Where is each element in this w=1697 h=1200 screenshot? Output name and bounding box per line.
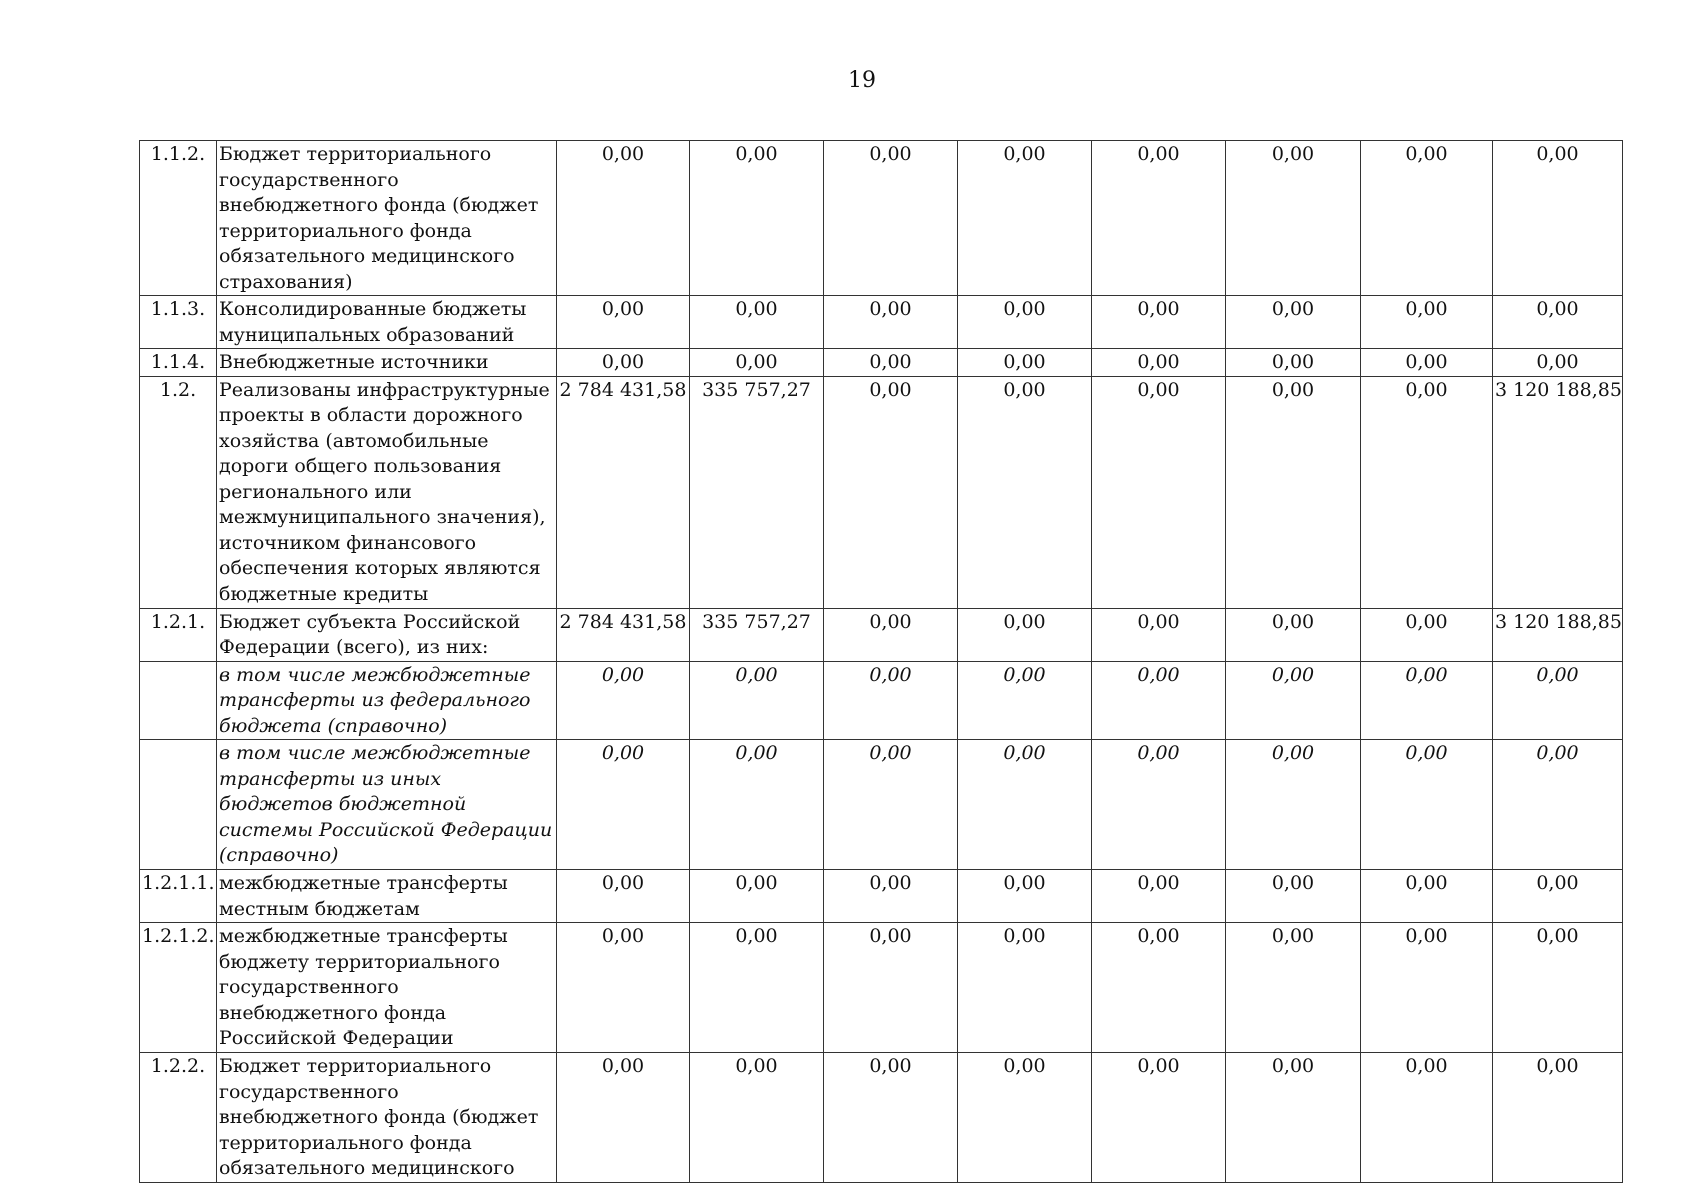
value-cell: 0,00 — [1226, 870, 1361, 923]
value-cell: 0,00 — [958, 296, 1092, 349]
value-cell: 0,00 — [690, 923, 824, 1053]
value-cell: 0,00 — [824, 923, 958, 1053]
row-number: 1.2.1.1. — [140, 870, 217, 923]
table-row — [140, 1053, 1623, 1183]
row-number: 1.2.1.2. — [140, 923, 217, 1053]
row-description: в том числе межбюджетные трансферты из федерального бюджета (справочно) — [217, 661, 557, 740]
value-cell: 0,00 — [557, 349, 690, 377]
value-cell: 0,00 — [958, 740, 1092, 870]
table-row — [140, 923, 1623, 1053]
value-cell: 0,00 — [1092, 349, 1226, 377]
row-description: межбюджетные трансферты местным бюджетам — [217, 870, 557, 923]
value-cell: 0,00 — [1493, 870, 1623, 923]
value-cell: 0,00 — [690, 661, 824, 740]
value-cell: 0,00 — [1226, 923, 1361, 1053]
value-cell: 0,00 — [1226, 141, 1361, 296]
value-cell: 0,00 — [958, 608, 1092, 661]
value-cell: 0,00 — [958, 870, 1092, 923]
row-description: Бюджет территориального государственного внебюджетного фонда (бюджет территориального фонда обязательного медицинского страхования) — [217, 141, 557, 296]
value-cell: 0,00 — [690, 1053, 824, 1183]
value-cell: 0,00 — [1092, 740, 1226, 870]
value-cell: 0,00 — [958, 349, 1092, 377]
row-description: межбюджетные трансферты бюджету территориального государственного внебюджетного фонда Российской Федерации — [217, 923, 557, 1053]
value-cell: 0,00 — [1361, 608, 1493, 661]
value-cell: 0,00 — [958, 1053, 1092, 1183]
value-cell: 0,00 — [1226, 661, 1361, 740]
value-cell: 0,00 — [1226, 1053, 1361, 1183]
value-cell: 0,00 — [958, 661, 1092, 740]
value-cell: 335 757,27 — [690, 608, 824, 661]
table-row — [140, 376, 1623, 608]
value-cell: 0,00 — [1361, 1053, 1493, 1183]
value-cell: 0,00 — [557, 923, 690, 1053]
value-cell: 0,00 — [690, 296, 824, 349]
value-cell: 0,00 — [1226, 296, 1361, 349]
page-number: 19 — [848, 68, 876, 93]
row-number: 1.1.3. — [140, 296, 217, 349]
value-cell: 0,00 — [1493, 923, 1623, 1053]
value-cell: 0,00 — [557, 870, 690, 923]
value-cell: 0,00 — [824, 376, 958, 608]
value-cell: 0,00 — [824, 740, 958, 870]
value-cell: 0,00 — [1092, 870, 1226, 923]
value-cell: 0,00 — [690, 349, 824, 377]
row-number: 1.1.4. — [140, 349, 217, 377]
value-cell: 0,00 — [824, 296, 958, 349]
value-cell: 0,00 — [824, 608, 958, 661]
value-cell: 0,00 — [1092, 1053, 1226, 1183]
value-cell: 0,00 — [1361, 661, 1493, 740]
value-cell: 0,00 — [1493, 1053, 1623, 1183]
budget-table — [139, 140, 1623, 1183]
table-row — [140, 296, 1623, 349]
value-cell: 3 120 188,85 — [1493, 608, 1623, 661]
value-cell: 0,00 — [1092, 141, 1226, 296]
value-cell: 0,00 — [1092, 661, 1226, 740]
value-cell: 0,00 — [1361, 296, 1493, 349]
value-cell: 0,00 — [1226, 376, 1361, 608]
value-cell: 0,00 — [958, 923, 1092, 1053]
value-cell: 0,00 — [1493, 296, 1623, 349]
value-cell: 0,00 — [1493, 740, 1623, 870]
value-cell: 0,00 — [824, 870, 958, 923]
table-row — [140, 661, 1623, 740]
table-row — [140, 608, 1623, 661]
value-cell: 0,00 — [1092, 376, 1226, 608]
value-cell: 3 120 188,85 — [1493, 376, 1623, 608]
value-cell: 0,00 — [824, 1053, 958, 1183]
table-row — [140, 141, 1623, 296]
value-cell: 0,00 — [1226, 740, 1361, 870]
value-cell: 0,00 — [1226, 608, 1361, 661]
value-cell: 0,00 — [557, 141, 690, 296]
value-cell: 2 784 431,58 — [557, 608, 690, 661]
table-row — [140, 740, 1623, 870]
value-cell: 0,00 — [1361, 923, 1493, 1053]
row-number: 1.1.2. — [140, 141, 217, 296]
row-number: 1.2.2. — [140, 1053, 217, 1183]
value-cell: 0,00 — [690, 141, 824, 296]
row-description: Консолидированные бюджеты муниципальных образований — [217, 296, 557, 349]
value-cell: 0,00 — [557, 296, 690, 349]
value-cell: 0,00 — [824, 661, 958, 740]
value-cell: 0,00 — [1361, 141, 1493, 296]
row-description: Внебюджетные источники — [217, 349, 557, 377]
value-cell: 0,00 — [958, 376, 1092, 608]
value-cell: 0,00 — [1361, 740, 1493, 870]
value-cell: 0,00 — [557, 740, 690, 870]
value-cell: 0,00 — [824, 349, 958, 377]
row-number: 1.2. — [140, 376, 217, 608]
table-row — [140, 870, 1623, 923]
value-cell: 335 757,27 — [690, 376, 824, 608]
value-cell: 0,00 — [1493, 141, 1623, 296]
value-cell: 0,00 — [1092, 923, 1226, 1053]
value-cell: 0,00 — [690, 870, 824, 923]
row-description: Бюджет субъекта Российской Федерации (всего), из них: — [217, 608, 557, 661]
value-cell: 0,00 — [1361, 376, 1493, 608]
value-cell: 0,00 — [824, 141, 958, 296]
value-cell: 0,00 — [1226, 349, 1361, 377]
table-row — [140, 349, 1623, 377]
value-cell: 0,00 — [1493, 349, 1623, 377]
row-number — [140, 740, 217, 870]
row-description: в том числе межбюджетные трансферты из иных бюджетов бюджетной системы Российской Федерации (справочно) — [217, 740, 557, 870]
value-cell: 0,00 — [1092, 608, 1226, 661]
value-cell: 0,00 — [1493, 661, 1623, 740]
value-cell: 0,00 — [557, 661, 690, 740]
row-number: 1.2.1. — [140, 608, 217, 661]
row-description: Бюджет территориального государственного внебюджетного фонда (бюджет территориального фонда обязательного медицинского — [217, 1053, 557, 1183]
row-description: Реализованы инфраструктурные проекты в области дорожного хозяйства (автомобильные дороги общего пользования регионального или межмуниципального значения), источником финансового обеспечения которых являются бюджетные кредиты — [217, 376, 557, 608]
value-cell: 0,00 — [1361, 349, 1493, 377]
value-cell: 0,00 — [958, 141, 1092, 296]
row-number — [140, 661, 217, 740]
value-cell: 0,00 — [1361, 870, 1493, 923]
value-cell: 0,00 — [690, 740, 824, 870]
value-cell: 2 784 431,58 — [557, 376, 690, 608]
value-cell: 0,00 — [1092, 296, 1226, 349]
value-cell: 0,00 — [557, 1053, 690, 1183]
